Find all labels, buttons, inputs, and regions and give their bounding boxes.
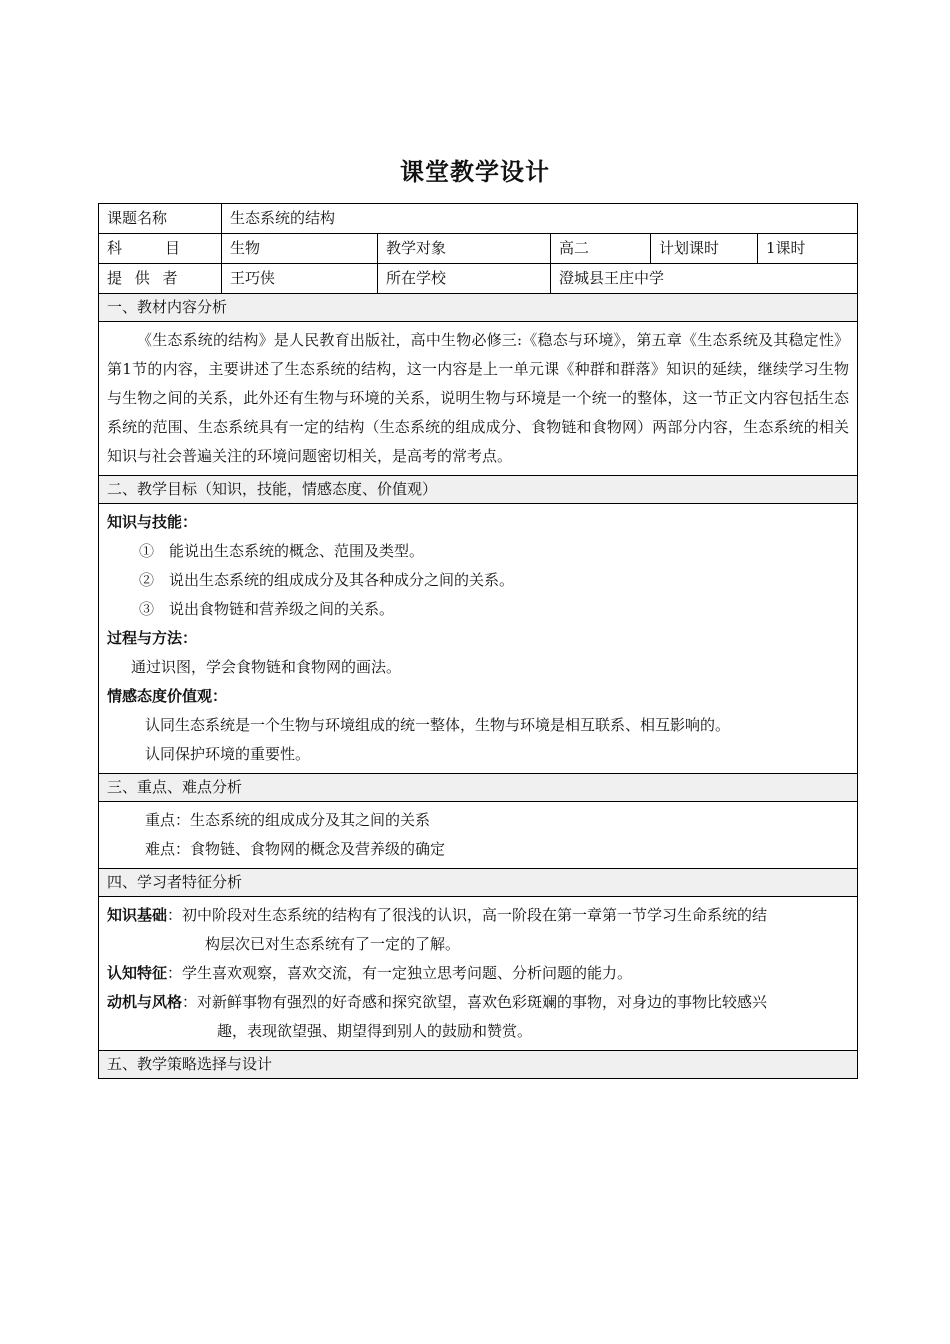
section-heading-3: 三、重点、难点分析 — [99, 774, 858, 802]
content-analysis-text: 《生态系统的结构》是人民教育出版社，高中生物必修三:《稳态与环境》，第五章《生态系统及其稳定性》第1节的内容，主要讲述了生态系统的结构，这一内容是上一单元课《种群和群落》知识的延续，继续学习生物与生物之间的关系，此外还有生物与环境的关系，说明生物与环境是一个统一的整体，这一节正文内容包括生态系统的范围、生态系统具有一定的结构（生态系统的组成成分、食物链和食物网）两部分内容，生态系统的相关知识与社会普遍关注的环境问题密切相关，是高考的常考点。 — [107, 331, 850, 465]
knowledge-skills-heading: 知识与技能： — [107, 513, 198, 531]
process-methods-heading: 过程与方法： — [107, 629, 198, 647]
section-heading-5: 五、教学策略选择与设计 — [99, 1051, 858, 1079]
topic-value: 生态系统的结构 — [222, 204, 858, 234]
subject-label: 科 目 — [99, 234, 222, 264]
provider-value: 王巧侠 — [222, 264, 378, 294]
topic-label: 课题名称 — [99, 204, 222, 234]
emotion-values-heading: 情感态度价值观： — [107, 687, 228, 705]
hours-value: 1课时 — [758, 234, 858, 264]
target-value: 高二 — [551, 234, 651, 264]
school-value: 澄城县王庄中学 — [551, 264, 858, 294]
difficulty-point: 难点：食物链、食物网的概念及营养级的确定 — [145, 840, 446, 858]
motivation-label: 动机与风格 — [107, 993, 183, 1011]
objective-item: 通过识图，学会食物链和食物网的画法。 — [131, 658, 402, 676]
provider-label: 提 供 者 — [99, 264, 222, 294]
objectives-row — [99, 504, 858, 774]
knowledge-base-label: 知识基础 — [107, 906, 168, 924]
motivation-continuation: 趣，表现欲望强、期望得到别人的鼓励和赞赏。 — [217, 1022, 533, 1040]
knowledge-base-line: 知识基础：初中阶段对生态系统的结构有了很浅的认识，高一阶段在第一章第一节学习生命系统的结 — [107, 906, 768, 924]
objective-item: 认同保护环境的重要性。 — [145, 745, 311, 763]
school-label: 所在学校 — [378, 264, 551, 294]
target-label: 教学对象 — [378, 234, 551, 264]
section-heading-1: 一、教材内容分析 — [99, 294, 858, 322]
objective-item: ③ 说出食物链和营养级之间的关系。 — [139, 600, 395, 618]
provider-row — [99, 264, 858, 294]
cognitive-line: 认知特征：学生喜欢观察，喜欢交流，有一定独立思考问题、分析问题的能力。 — [107, 964, 633, 982]
objective-item: ② 说出生态系统的组成成分及其各种成分之间的关系。 — [139, 571, 515, 589]
topic-row — [99, 204, 858, 234]
learners-row — [99, 897, 858, 1051]
focus-point: 重点：生态系统的组成成分及其之间的关系 — [145, 811, 431, 829]
objective-item: 认同生态系统是一个生物与环境组成的统一整体，生物与环境是相互联系、相互影响的。 — [145, 716, 731, 734]
cognitive-label: 认知特征 — [107, 964, 168, 982]
hours-label: 计划课时 — [651, 234, 758, 264]
subject-value: 生物 — [222, 234, 378, 264]
document-title: 课堂教学设计 — [400, 157, 550, 186]
lesson-plan-table — [98, 203, 858, 1079]
objective-item: ① 能说出生态系统的概念、范围及类型。 — [139, 542, 425, 560]
section-heading-4: 四、学习者特征分析 — [99, 869, 858, 897]
section-heading-2: 二、教学目标（知识，技能，情感态度、价值观） — [99, 476, 858, 504]
motivation-line: 动机与风格：对新鲜事物有强烈的好奇感和探究欲望，喜欢色彩斑斓的事物，对身边的事物比较感兴 — [107, 993, 768, 1011]
subject-row — [99, 234, 858, 264]
knowledge-base-continuation: 构层次已对生态系统有了一定的了解。 — [205, 935, 461, 953]
content-analysis-row — [99, 322, 858, 476]
key-points-row — [99, 802, 858, 869]
